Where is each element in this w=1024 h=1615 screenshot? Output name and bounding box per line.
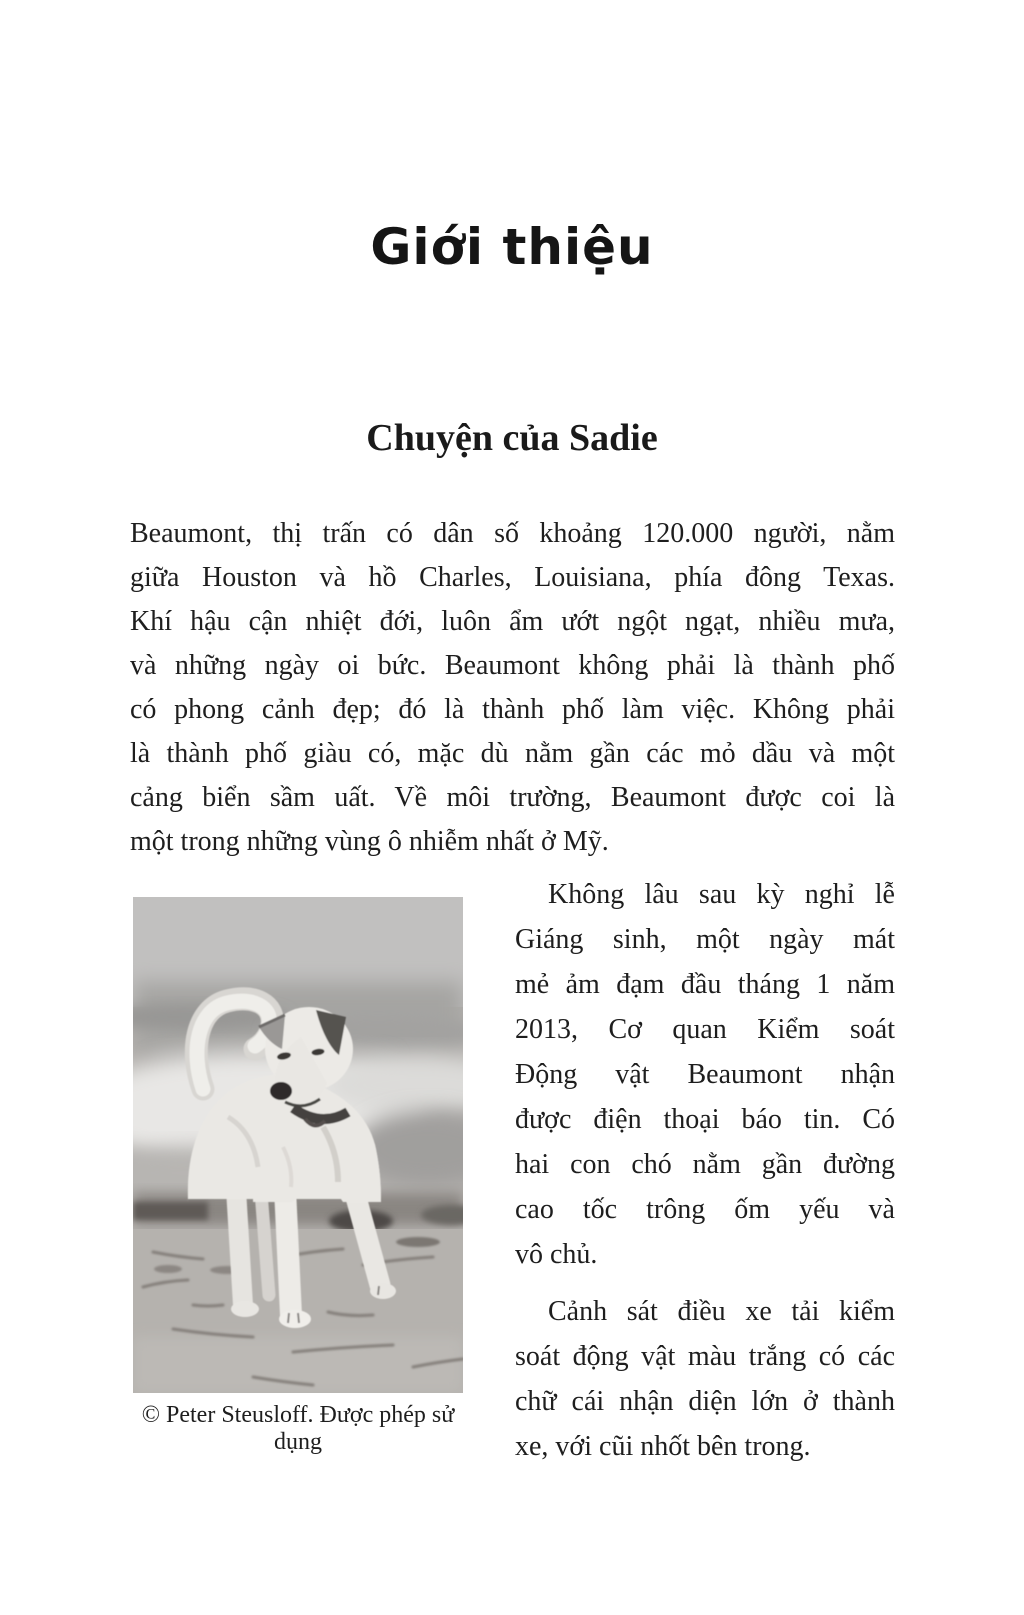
- text-line: cảng biển sầm uất. Về môi trường, Beaumont được coi là: [130, 782, 895, 813]
- text-line: được điện thoại báo tin. Có: [515, 1104, 895, 1135]
- text-line: chữ cái nhận diện lớn ở thành: [515, 1386, 895, 1417]
- text-line: 2013, Cơ quan Kiểm soát: [515, 1014, 895, 1045]
- chapter-subtitle: Chuyện của Sadie: [366, 417, 658, 459]
- text-line: mẻ ảm đạm đầu tháng 1 năm: [515, 969, 895, 1000]
- paragraph-three: [515, 1289, 895, 1469]
- text-line: Không lâu sau kỳ nghỉ lễ: [548, 879, 895, 910]
- text-line: Beaumont, thị trấn có dân số khoảng 120.000 người, nằm: [130, 518, 895, 549]
- text-line: Giáng sinh, một ngày mát: [515, 924, 895, 955]
- page-title: Giới thiệu: [370, 218, 654, 276]
- text-line: Khí hậu cận nhiệt đới, luôn ẩm ướt ngột ngạt, nhiều mưa,: [130, 606, 895, 637]
- text-line: Động vật Beaumont nhận: [515, 1059, 895, 1090]
- text-line: Cảnh sát điều xe tải kiểm: [548, 1296, 895, 1327]
- text-line: vô chủ.: [515, 1239, 598, 1270]
- text-line: một trong những vùng ô nhiễm nhất ở Mỹ.: [130, 826, 609, 857]
- text-line: cao tốc trông ốm yếu và: [515, 1194, 895, 1225]
- story-column: [515, 872, 895, 1469]
- text-line: và những ngày oi bức. Beaumont không phải là thành phố: [130, 650, 895, 681]
- intro-paragraph: [130, 512, 895, 864]
- text-line: có phong cảnh đẹp; đó là thành phố làm việc. Không phải: [130, 694, 895, 725]
- dog-beach-photo: [133, 897, 463, 1393]
- text-line: xe, với cũi nhốt bên trong.: [515, 1431, 811, 1462]
- paragraph-two: [515, 872, 895, 1277]
- photo-caption: © Peter Steusloff. Được phép sử dụng: [141, 1402, 455, 1455]
- text-line: hai con chó nằm gần đường: [515, 1149, 895, 1180]
- text-line: là thành phố giàu có, mặc dù nằm gần các mỏ dầu và một: [130, 738, 895, 769]
- text-line: soát động vật màu trắng có các: [515, 1341, 895, 1372]
- text-line: giữa Houston và hồ Charles, Louisiana, phía đông Texas.: [130, 562, 895, 593]
